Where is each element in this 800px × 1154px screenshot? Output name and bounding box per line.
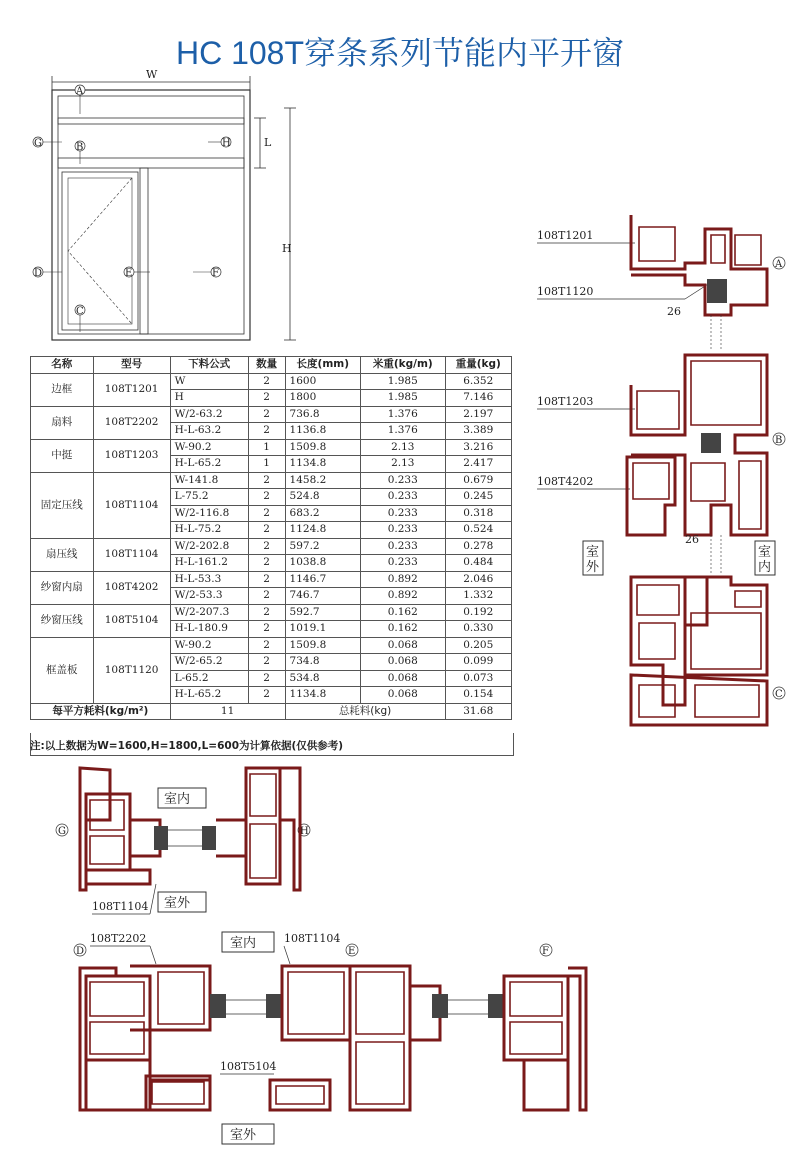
- label-outside-gh: 室外: [164, 896, 191, 911]
- cell-length: 1134.8: [285, 687, 360, 704]
- svg-text:H: H: [222, 138, 231, 149]
- table-row: [31, 439, 512, 456]
- cell-length: 1134.8: [285, 456, 360, 473]
- dim-l: L: [264, 136, 272, 149]
- table-header-cell: 型号: [93, 357, 170, 374]
- cell-weight: 3.216: [445, 439, 511, 456]
- cell-weight: 0.679: [445, 472, 511, 489]
- cell-mw: 2.13: [361, 439, 446, 456]
- label-outside-right: 室外: [586, 545, 600, 575]
- section-g-h-drawing: [50, 760, 320, 920]
- cell-formula: H-L-65.2: [170, 456, 248, 473]
- cell-length: 734.8: [285, 654, 360, 671]
- cell-length: 1136.8: [285, 423, 360, 440]
- cell-length: 1038.8: [285, 555, 360, 572]
- cell-qty: 2: [248, 687, 285, 704]
- marker-d-section: D: [76, 946, 85, 957]
- table-row: [31, 571, 512, 588]
- cell-qty: 2: [248, 654, 285, 671]
- table-note: 注:以上数据为W=1600,H=1800,L=600为计算依据(仅供参考): [30, 740, 344, 752]
- vertical-section-drawing: [535, 205, 800, 735]
- label-108T4202: 108T4202: [537, 475, 594, 488]
- cell-mw: 0.233: [361, 538, 446, 555]
- cell-qty: 2: [248, 538, 285, 555]
- section-d-e-f-drawing: [60, 930, 590, 1150]
- footer-total_label: 总耗料(kg): [285, 703, 445, 720]
- part-name: 框盖板: [31, 637, 94, 703]
- dim-26-top: 26: [667, 305, 681, 318]
- table-header-cell: 米重(kg/m): [361, 357, 446, 374]
- label-108T1104-def: 108T1104: [284, 932, 341, 945]
- cell-formula: H-L-161.2: [170, 555, 248, 572]
- cell-length: 1800: [285, 390, 360, 407]
- label-inside-gh: 室内: [164, 792, 191, 807]
- cell-weight: 2.417: [445, 456, 511, 473]
- cell-length: 1124.8: [285, 522, 360, 539]
- cell-mw: 0.162: [361, 604, 446, 621]
- cell-qty: 1: [248, 456, 285, 473]
- cell-formula: W: [170, 373, 248, 390]
- cell-formula: H-L-53.3: [170, 571, 248, 588]
- cell-qty: 2: [248, 406, 285, 423]
- table-row: [31, 472, 512, 489]
- cell-length: 736.8: [285, 406, 360, 423]
- table-header-cell: 长度(mm): [285, 357, 360, 374]
- part-model: 108T5104: [93, 604, 170, 637]
- svg-text:D: D: [34, 268, 43, 279]
- cell-mw: 0.068: [361, 654, 446, 671]
- table-footer-row: [31, 703, 512, 720]
- label-inside-def: 室内: [230, 936, 257, 951]
- cell-qty: 2: [248, 505, 285, 522]
- cell-qty: 2: [248, 588, 285, 605]
- table-header-row: [31, 357, 512, 374]
- cell-formula: H-L-75.2: [170, 522, 248, 539]
- cell-qty: 2: [248, 522, 285, 539]
- cell-length: 1019.1: [285, 621, 360, 638]
- marker-e-section: E: [348, 946, 356, 957]
- cell-mw: 1.985: [361, 373, 446, 390]
- cell-weight: 0.073: [445, 670, 511, 687]
- page-title: HC 108T穿条系列节能内平开窗: [175, 35, 625, 71]
- svg-text:A: A: [76, 86, 84, 97]
- part-name: 纱窗压线: [31, 604, 94, 637]
- cell-weight: 0.154: [445, 687, 511, 704]
- marker-right-c: C: [775, 689, 783, 700]
- part-name: 扇压线: [31, 538, 94, 571]
- label-inside-right: 室内: [758, 545, 772, 575]
- cell-weight: 0.192: [445, 604, 511, 621]
- cell-mw: 0.233: [361, 505, 446, 522]
- label-108T1120: 108T1120: [537, 285, 594, 298]
- part-model: 108T4202: [93, 571, 170, 604]
- svg-text:F: F: [212, 268, 219, 279]
- cell-qty: 2: [248, 373, 285, 390]
- cell-qty: 2: [248, 670, 285, 687]
- part-model: 108T1120: [93, 637, 170, 703]
- cell-qty: 2: [248, 472, 285, 489]
- cell-mw: 0.162: [361, 621, 446, 638]
- cell-length: 592.7: [285, 604, 360, 621]
- part-model: 108T1104: [93, 538, 170, 571]
- marker-a: [75, 85, 85, 114]
- marker-b: [75, 141, 85, 164]
- cell-weight: 2.197: [445, 406, 511, 423]
- table-row: [31, 538, 512, 555]
- cell-mw: 0.892: [361, 588, 446, 605]
- cell-weight: 7.146: [445, 390, 511, 407]
- cell-mw: 0.233: [361, 555, 446, 572]
- part-name: 边框: [31, 373, 94, 406]
- part-model: 108T1104: [93, 472, 170, 538]
- cell-mw: 2.13: [361, 456, 446, 473]
- cell-length: 524.8: [285, 489, 360, 506]
- cell-mw: 0.068: [361, 687, 446, 704]
- part-model: 108T2202: [93, 406, 170, 439]
- cell-weight: 3.389: [445, 423, 511, 440]
- svg-text:B: B: [76, 142, 84, 153]
- cell-formula: H-L-180.9: [170, 621, 248, 638]
- cell-weight: 0.330: [445, 621, 511, 638]
- cell-qty: 2: [248, 555, 285, 572]
- cell-weight: 0.278: [445, 538, 511, 555]
- cell-weight: 0.205: [445, 637, 511, 654]
- cell-formula: W/2-116.8: [170, 505, 248, 522]
- cell-qty: 2: [248, 621, 285, 638]
- marker-e: [124, 267, 150, 279]
- label-outside-def: 室外: [230, 1128, 257, 1143]
- label-108T1201: 108T1201: [537, 229, 594, 242]
- cell-length: 1600: [285, 373, 360, 390]
- table-row: [31, 406, 512, 423]
- cell-formula: W/2-207.3: [170, 604, 248, 621]
- label-108T5104: 108T5104: [220, 1060, 277, 1073]
- cell-length: 1458.2: [285, 472, 360, 489]
- cell-weight: 0.318: [445, 505, 511, 522]
- material-spec-table: [30, 356, 512, 720]
- marker-right-a: A: [775, 259, 783, 270]
- cell-mw: 0.233: [361, 522, 446, 539]
- cell-formula: W/2-53.3: [170, 588, 248, 605]
- svg-text:E: E: [125, 268, 133, 279]
- cell-formula: L-75.2: [170, 489, 248, 506]
- cell-weight: 2.046: [445, 571, 511, 588]
- marker-right-b: B: [775, 435, 783, 446]
- cell-weight: 0.245: [445, 489, 511, 506]
- cell-weight: 6.352: [445, 373, 511, 390]
- cell-formula: W-141.8: [170, 472, 248, 489]
- cell-formula: H: [170, 390, 248, 407]
- footer-per_sqm_label: 每平方耗料(kg/m²): [31, 703, 171, 720]
- cell-weight: 0.484: [445, 555, 511, 572]
- marker-f-section: F: [542, 946, 549, 957]
- cell-qty: 2: [248, 423, 285, 440]
- footer-total_value: 31.68: [445, 703, 511, 720]
- cell-formula: W-90.2: [170, 439, 248, 456]
- table-row: [31, 604, 512, 621]
- table-header-cell: 下料公式: [170, 357, 248, 374]
- cell-qty: 2: [248, 390, 285, 407]
- cell-mw: 0.233: [361, 472, 446, 489]
- cell-formula: H-L-63.2: [170, 423, 248, 440]
- cell-length: 1146.7: [285, 571, 360, 588]
- cell-mw: 0.068: [361, 670, 446, 687]
- table-row: [31, 373, 512, 390]
- table-header-cell: 数量: [248, 357, 285, 374]
- cell-mw: 1.376: [361, 423, 446, 440]
- cell-mw: 0.892: [361, 571, 446, 588]
- cell-formula: W/2-65.2: [170, 654, 248, 671]
- cell-weight: 0.099: [445, 654, 511, 671]
- part-model: 108T1201: [93, 373, 170, 406]
- table-header-cell: 重量(kg): [445, 357, 511, 374]
- table-row: [31, 637, 512, 654]
- dim-h: H: [282, 242, 292, 255]
- label-108T2202: 108T2202: [90, 932, 147, 945]
- cell-length: 1509.8: [285, 637, 360, 654]
- dim-w: W: [146, 68, 158, 81]
- cell-formula: W-90.2: [170, 637, 248, 654]
- part-model: 108T1203: [93, 439, 170, 472]
- dim-26-mid: 26: [685, 533, 699, 546]
- table-header-cell: 名称: [31, 357, 94, 374]
- cell-length: 746.7: [285, 588, 360, 605]
- part-name: 扇料: [31, 406, 94, 439]
- marker-c: [75, 305, 85, 332]
- cell-formula: H-L-65.2: [170, 687, 248, 704]
- label-108T1203: 108T1203: [537, 395, 594, 408]
- cell-length: 1509.8: [285, 439, 360, 456]
- cell-formula: W/2-202.8: [170, 538, 248, 555]
- part-name: 中挺: [31, 439, 94, 472]
- cell-qty: 2: [248, 604, 285, 621]
- label-108T1104-gh: 108T1104: [92, 900, 149, 913]
- marker-h: [208, 137, 231, 149]
- cell-mw: 1.376: [361, 406, 446, 423]
- cell-length: 597.2: [285, 538, 360, 555]
- cell-qty: 1: [248, 439, 285, 456]
- cell-qty: 2: [248, 489, 285, 506]
- svg-text:G: G: [34, 138, 42, 149]
- cell-length: 683.2: [285, 505, 360, 522]
- cell-qty: 2: [248, 637, 285, 654]
- part-name: 固定压线: [31, 472, 94, 538]
- cell-weight: 1.332: [445, 588, 511, 605]
- window-elevation-diagram: [28, 70, 298, 350]
- cell-length: 534.8: [285, 670, 360, 687]
- cell-mw: 1.985: [361, 390, 446, 407]
- svg-text:C: C: [76, 306, 84, 317]
- marker-f: [193, 267, 221, 279]
- marker-h-section: H: [300, 826, 309, 837]
- cell-formula: L-65.2: [170, 670, 248, 687]
- cell-qty: 2: [248, 571, 285, 588]
- footer-per_sqm_value: 11: [170, 703, 285, 720]
- cell-mw: 0.233: [361, 489, 446, 506]
- marker-g-section: G: [58, 826, 66, 837]
- part-name: 纱窗内扇: [31, 571, 94, 604]
- cell-weight: 0.524: [445, 522, 511, 539]
- cell-mw: 0.068: [361, 637, 446, 654]
- cell-formula: W/2-63.2: [170, 406, 248, 423]
